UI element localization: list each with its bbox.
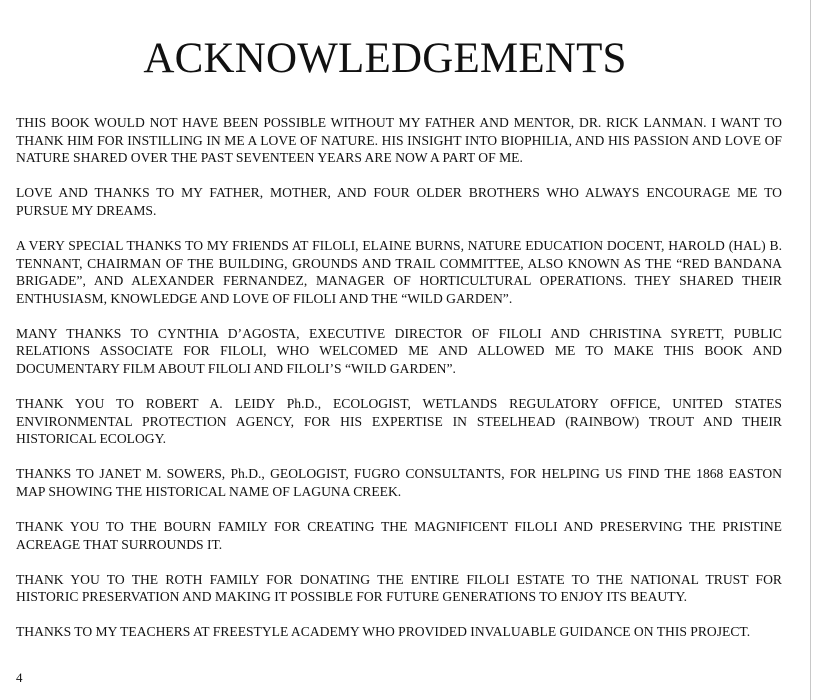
paragraph-family: LOVE AND THANKS TO MY FATHER, MOTHER, AND FOUR OLDER BROTHERS WHO ALWAYS ENCOURAGE ME TO PURSUE MY DREAMS. [16, 185, 782, 218]
paragraph-roth-family: THANK YOU TO THE ROTH FAMILY FOR DONATING THE ENTIRE FILOLI ESTATE TO THE NATIONAL TRUST FOR HISTORIC PRESERVATION AND MAKING IT POSSIBLE FOR FUTURE GENERATIONS TO ENJOY ITS BEAUTY. [16, 571, 782, 605]
page-edge-divider [810, 0, 811, 700]
page-title: ACKNOWLEDGEMENTS [143, 35, 627, 82]
acknowledgements-body [16, 114, 782, 659]
paragraph-teachers: THANKS TO MY TEACHERS AT FREESTYLE ACADEMY WHO PROVIDED INVALUABLE GUIDANCE ON THIS PROJECT. [16, 624, 751, 640]
paragraph-father-mentor: THIS BOOK WOULD NOT HAVE BEEN POSSIBLE WITHOUT MY FATHER AND MENTOR, DR. RICK LANMAN. I WANT TO THANK HIM FOR INSTILLING IN ME A LOVE OF NATURE. HIS INSIGHT INTO BIOPHILIA, AND HIS PASSION AND LOVE OF NATURE SHARED OVER THE PAST SEVENTEEN YEARS ARE NOW A PART OF ME. [16, 115, 782, 166]
paragraph-bourn-family: THANK YOU TO THE BOURN FAMILY FOR CREATING THE MAGNIFICENT FILOLI AND PRESERVING THE PRISTINE ACREAGE THAT SURROUNDS IT. [16, 519, 782, 552]
paragraph-filoli-staff: MANY THANKS TO CYNTHIA D’AGOSTA, EXECUTIVE DIRECTOR OF FILOLI AND CHRISTINA SYRETT, PUBLIC RELATIONS ASSOCIATE FOR FILOLI, WHO WELCOMED ME AND ALLOWED ME TO MAKE THIS BOOK AND DOCUMENTARY FILM ABOUT FILOLI AND FILOLI’S “WILD GARDEN”. [16, 325, 782, 377]
paragraph-janet-sowers: THANKS TO JANET M. SOWERS, Ph.D., GEOLOGIST, FUGRO CONSULTANTS, FOR HELPING US FIND THE 1868 EASTON MAP SHOWING THE HISTORICAL NAME OF LAGUNA CREEK. [16, 466, 782, 499]
page-number: 4 [16, 670, 23, 685]
paragraph-filoli-friends: A VERY SPECIAL THANKS TO MY FRIENDS AT FILOLI, ELAINE BURNS, NATURE EDUCATION DOCENT, HAROLD (HAL) B. TENNANT, CHAIRMAN OF THE BUILDING, GROUNDS AND TRAIL COMMITTEE, ALSO KNOWN AS THE “RED BANDANA BRIGADE”, AND ALEXANDER FERNANDEZ, MANAGER OF HORTICULTURAL OPERATIONS. THEY SHARED THEIR ENTHUSIASM, KNOWLEDGE AND LOVE OF FILOLI AND THE “WILD GARDEN”. [16, 237, 782, 306]
paragraph-robert-leidy: THANK YOU TO ROBERT A. LEIDY Ph.D., ECOLOGIST, WETLANDS REGULATORY OFFICE, UNITED STATES ENVIRONMENTAL PROTECTION AGENCY, FOR HIS EXPERTISE IN STEELHEAD (RAINBOW) TROUT AND THEIR HISTORICAL ECOLOGY. [16, 396, 782, 447]
